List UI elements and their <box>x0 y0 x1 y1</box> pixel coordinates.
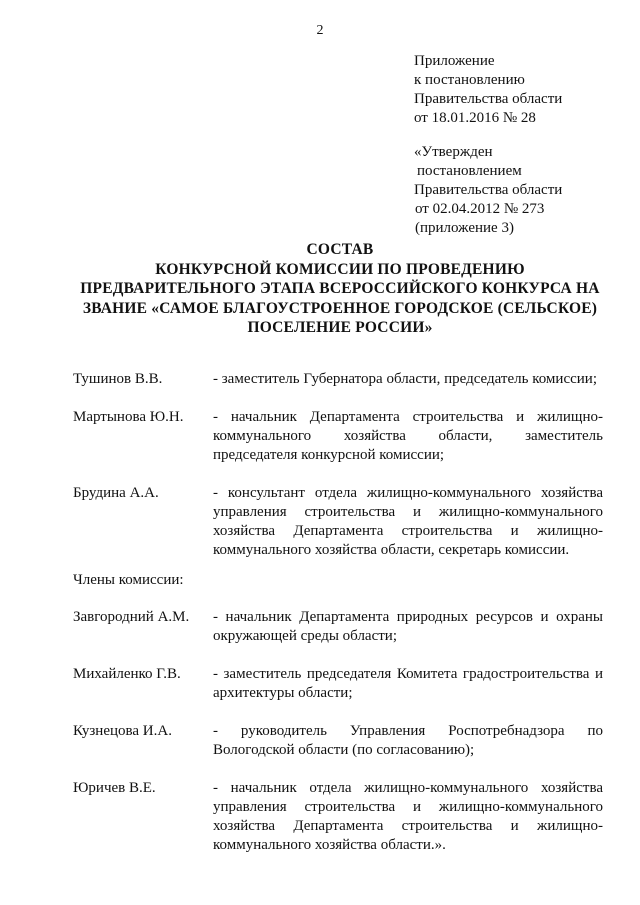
title-line: СОСТАВ <box>306 241 374 258</box>
member-role: - начальник Департамента строительства и жилищно-коммунального хозяйства области, заместитель председателя конкурсной комиссии; <box>213 409 603 463</box>
member-role: - заместитель Губернатора области, председатель комиссии; <box>213 371 597 387</box>
member-role: - консультант отдела жилищно-коммунального хозяйства управления строительства и жилищно-коммунального хозяйства Департамента строительства и жилищно-коммунального хозяйства области, секретарь комиссии. <box>213 485 603 558</box>
title-line: ЗВАНИЕ «САМОЕ БЛАГОУСТРОЕННОЕ ГОРОДСКОЕ (СЕЛЬСКОЕ) <box>82 299 598 317</box>
appendix-line: от 18.01.2016 № 28 <box>414 110 536 126</box>
appendix-line: к постановлению <box>414 72 525 88</box>
approved-line: постановлением <box>417 163 522 179</box>
approved-line: (приложение 3) <box>415 220 514 236</box>
commission-row <box>73 779 603 855</box>
member-role: - начальник отдела жилищно-коммунального хозяйства управления строительства и жилищно-коммунального хозяйства Департамента строительства и жилищно-коммунального хозяйства области.». <box>213 780 603 853</box>
member-name: Завгородний А.М. <box>73 609 190 625</box>
commission-row <box>73 722 603 760</box>
approved-line: от 02.04.2012 № 273 <box>415 201 545 217</box>
commission-row <box>73 408 603 465</box>
title-line: ПОСЕЛЕНИЕ РОССИИ» <box>247 319 433 336</box>
commission-list <box>73 370 603 874</box>
member-name: Кузнецова И.А. <box>73 723 172 739</box>
appendix-line: Приложение <box>414 53 495 69</box>
member-name: Юричев В.Е. <box>73 780 156 796</box>
appendix-block <box>414 52 624 128</box>
approved-line: «Утвержден <box>414 144 493 160</box>
document-title <box>60 240 620 338</box>
approved-line: Правительства области <box>414 182 563 198</box>
page-number: 2 <box>316 23 324 38</box>
appendix-line: Правительства области <box>414 91 563 107</box>
member-role: - руководитель Управления Роспотребнадзора по Вологодской области (по согласованию); <box>213 723 603 758</box>
member-name: Мартынова Ю.Н. <box>73 409 184 425</box>
approved-block <box>414 143 624 238</box>
title-line: ПРЕДВАРИТЕЛЬНОГО ЭТАПА ВСЕРОССИЙСКОГО КОНКУРСА НА <box>80 280 600 297</box>
member-role: - заместитель председателя Комитета градостроительства и архитектуры области; <box>213 666 603 701</box>
commission-row <box>73 608 603 646</box>
title-line: КОНКУРСНОЙ КОМИССИИ ПО ПРОВЕДЕНИЮ <box>155 260 525 278</box>
member-name: Брудина А.А. <box>73 485 159 501</box>
member-role: - начальник Департамента природных ресурсов и охраны окружающей среды области; <box>213 609 603 644</box>
members-section-label: Члены комиссии: <box>73 572 184 588</box>
commission-row <box>73 484 603 560</box>
commission-row <box>73 665 603 703</box>
commission-row <box>73 370 603 389</box>
member-name: Михайленко Г.В. <box>73 666 181 682</box>
member-name: Тушинов В.В. <box>73 371 163 387</box>
